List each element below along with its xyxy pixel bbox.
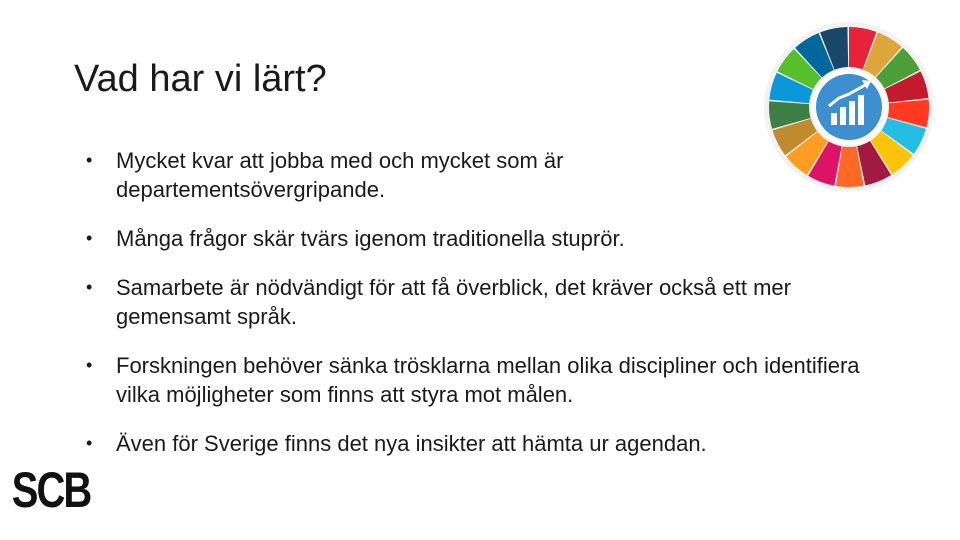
bullet-item xyxy=(86,429,886,458)
bullet-dot: • xyxy=(86,150,93,170)
sdg-wheel-image xyxy=(763,18,935,196)
scb-logo-text: SCB xyxy=(11,461,91,518)
bullet-text: Även för Sverige finns det nya insikter att hämta ur agendan. xyxy=(116,431,707,456)
bullet-item xyxy=(86,224,886,253)
bullet-item xyxy=(86,273,886,331)
bullet-text: Forskningen behöver sänka trösklarna mellan olika discipliner och identifiera vilka möjligheter som finns att styra mot målen. xyxy=(116,353,860,407)
bullet-text: Mycket kvar att jobba med och mycket som är departementsövergripande. xyxy=(116,148,564,202)
bullet-dot: • xyxy=(86,277,93,297)
bullet-text: Samarbete är nödvändigt för att få överblick, det kräver också ett mer gemensamt språk. xyxy=(116,275,791,329)
bullet-item xyxy=(86,351,886,409)
bullet-dot: • xyxy=(86,433,93,453)
bullet-dot: • xyxy=(86,355,93,375)
bullet-text: Många frågor skär tvärs igenom traditionella stuprör. xyxy=(116,226,625,251)
scb-logo xyxy=(11,461,91,518)
bullet-dot: • xyxy=(86,228,93,248)
bullet-item xyxy=(86,146,716,204)
slide-title: Vad har vi lärt? xyxy=(74,58,327,100)
